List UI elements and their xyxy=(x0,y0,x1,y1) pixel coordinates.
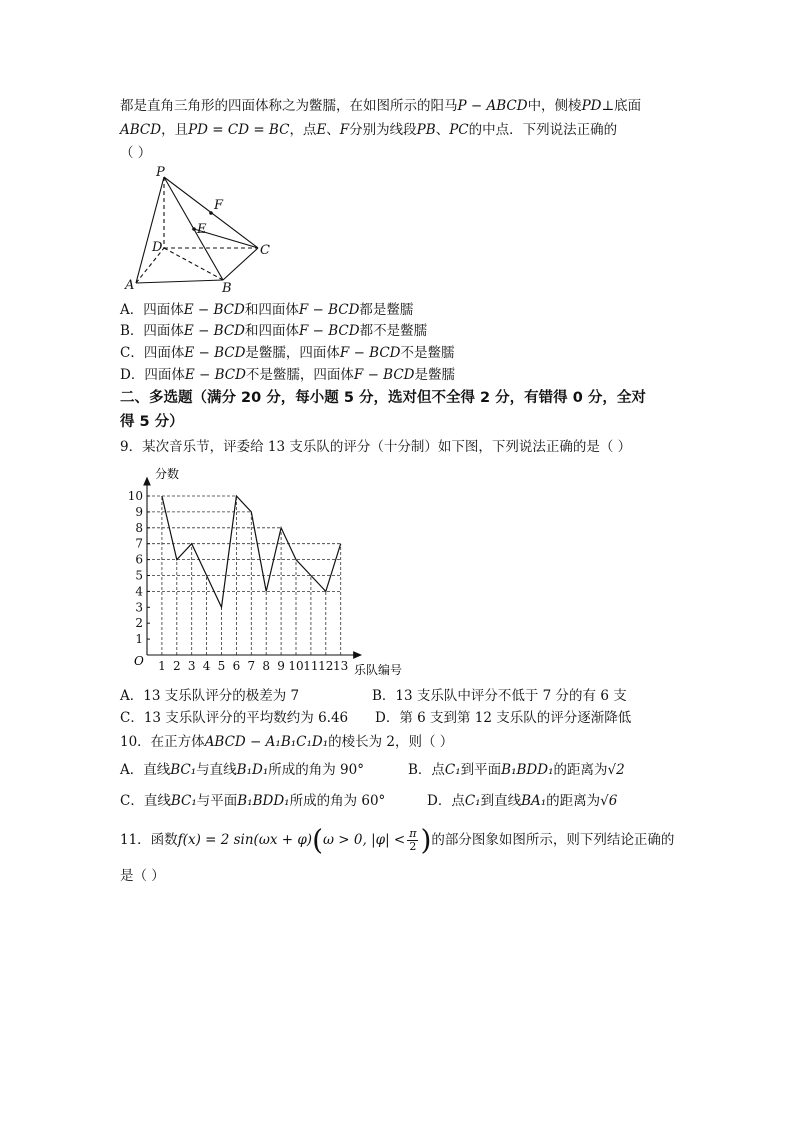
edge-AB xyxy=(136,280,223,283)
y-tick-label: 8 xyxy=(135,520,143,535)
x-tick-label: 10 xyxy=(288,659,304,673)
label-B: B xyxy=(222,281,232,296)
y-tick-label: 1 xyxy=(135,632,143,647)
q8-option-d: D．四面体E − BCD不是鳖臑，四面体F − BCD是鳖臑 xyxy=(120,367,455,383)
edge-PA xyxy=(136,177,164,283)
point-F xyxy=(209,211,213,215)
y-tick-label: 2 xyxy=(135,616,143,631)
section-heading-line2: 得 5 分） xyxy=(120,414,184,430)
label-P: P xyxy=(156,165,165,180)
q10-option-d: D．点C₁到直线BA₁的距离为√6 xyxy=(427,793,618,809)
q9-option-c: C．13 支乐队评分的平均数约为 6.46 xyxy=(120,710,349,726)
label-A: A xyxy=(125,278,135,293)
q9-option-d: D．第 6 支到第 12 支乐队的评分逐渐降低 xyxy=(375,710,632,726)
x-tick-label: 3 xyxy=(187,659,196,673)
y-tick-label: 10 xyxy=(127,489,143,503)
x-tick-label: 8 xyxy=(262,659,271,673)
y-tick-label: 7 xyxy=(135,536,143,551)
score-series-line xyxy=(162,496,341,607)
q8-answer-paren: （ ） xyxy=(120,145,152,161)
pi-over-2-fraction: $\frac{\pi}{2}$ xyxy=(409,827,417,853)
q10-option-b: B．点C₁到平面B₁BDD₁的距离为√2 xyxy=(408,762,625,778)
x-tick-label: 7 xyxy=(247,659,256,673)
y-tick-label: 6 xyxy=(135,552,143,567)
q8-option-a: A．四面体E − BCD和四面体F − BCD都是鳖臑 xyxy=(120,302,414,318)
q8-option-c: C．四面体E − BCD是鳖臑，四面体F − BCD不是鳖臑 xyxy=(120,345,455,361)
y-tick-label: 9 xyxy=(135,504,143,519)
edge-BC xyxy=(223,248,258,280)
x-tick-label: 12 xyxy=(318,659,334,673)
q9-stem: 9．某次音乐节，评委给 13 支乐队的评分（十分制）如下图，下列说法正确的是（ ） xyxy=(120,439,632,455)
y-tick-label: 5 xyxy=(135,568,143,583)
origin-label: O xyxy=(134,654,144,668)
label-E: E xyxy=(197,222,207,237)
q9-option-a: A．13 支乐队评分的极差为 7 xyxy=(120,688,300,704)
score-line-chart xyxy=(120,462,420,682)
x-tick-label: 4 xyxy=(202,659,211,673)
label-F: F xyxy=(214,198,224,213)
x-tick-label: 2 xyxy=(172,659,181,673)
x-tick-label: 13 xyxy=(333,659,349,673)
x-tick-label: 6 xyxy=(232,659,241,673)
label-D: D xyxy=(152,240,163,255)
q8-option-b: B．四面体E − BCD和四面体F − BCD都不是鳖臑 xyxy=(120,323,428,339)
q10-option-c: C．直线BC₁与平面B₁BDD₁所成的角为 60° xyxy=(120,793,386,809)
x-tick-label: 5 xyxy=(217,659,226,673)
q8-line1: 都是直角三角形的四面体称之为鳖臑，在如图所示的阳马P − ABCD中，侧棱PD⊥底面 xyxy=(120,98,642,114)
x-tick-label: 11 xyxy=(303,659,319,673)
y-axis-arrow xyxy=(144,478,150,485)
q11-stem: 11．函数f(x) = 2 sin(ωx + φ)(ω > 0, |φ| < $\frac{\pi}{2}$ )的部分图象如图所示，则下列结论正确的 xyxy=(120,823,675,857)
y-tick-label: 3 xyxy=(135,600,143,615)
right-paren: ) xyxy=(420,823,432,857)
pyramid-figure xyxy=(120,162,280,297)
x-axis-arrow xyxy=(354,652,361,658)
q11-line2: 是（ ） xyxy=(120,868,165,884)
x-tick-label: 1 xyxy=(158,659,166,673)
y-tick-label: 4 xyxy=(135,584,143,599)
q10-option-a: A．直线BC₁与直线B₁D₁所成的角为 90° xyxy=(120,762,364,778)
left-paren: ( xyxy=(312,823,323,857)
section-heading-line1: 二、多选题（满分 20 分，每小题 5 分，选对但不全得 2 分，有错得 0 分，全对 xyxy=(120,390,646,406)
y-axis-label: 分数 xyxy=(155,467,180,481)
x-tick-label: 9 xyxy=(277,659,285,673)
point-E xyxy=(192,227,196,231)
label-C: C xyxy=(260,243,270,258)
q10-stem: 10．在正方体ABCD − A₁B₁C₁D₁的棱长为 2，则（ ） xyxy=(120,734,454,750)
q8-line2: ABCD，且PD = CD = BC，点E、F分别为线段PB、PC的中点．下列说法正确的 xyxy=(120,122,618,138)
x-axis-label: 乐队编号 xyxy=(354,663,403,677)
q9-option-b: B．13 支乐队中评分不低于 7 分的有 6 支 xyxy=(372,688,627,704)
